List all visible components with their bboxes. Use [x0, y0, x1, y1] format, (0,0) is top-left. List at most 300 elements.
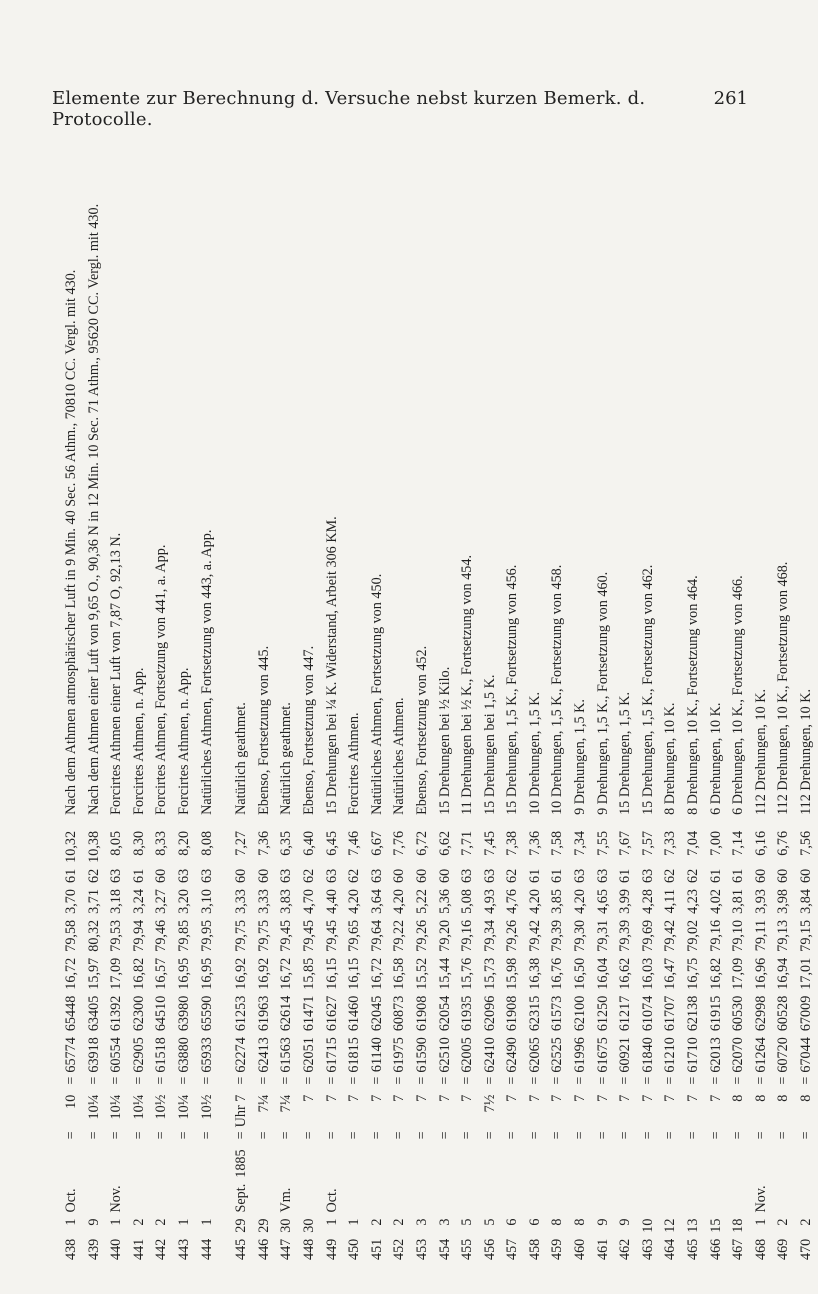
- col-eq: =: [108, 1131, 125, 1140]
- col-note: 15 Drehungen bei ½ Kilo.: [436, 666, 453, 815]
- col-eq2: =: [278, 1076, 295, 1085]
- col-year: [569, 1143, 592, 1177]
- col-co2: 5,22: [413, 889, 430, 914]
- table-row: [343, 198, 366, 1260]
- col-nitrogen: 79,95: [198, 919, 215, 952]
- col-oxygen: 15,98: [504, 957, 521, 990]
- col-note: 8 Drehungen, 10 K.: [662, 702, 679, 815]
- col-inspired: 61518: [153, 1037, 170, 1073]
- col-expired: 61250: [594, 995, 611, 1032]
- col-volume: 8,05: [108, 830, 125, 856]
- col-expired: 61963: [255, 995, 272, 1032]
- table-row: [298, 198, 321, 1260]
- col-time: 8: [775, 1094, 792, 1102]
- col-eq2: =: [504, 1076, 521, 1085]
- col-month: [659, 1178, 682, 1213]
- col-year: [105, 1143, 128, 1177]
- col-breaths: 61: [63, 868, 79, 884]
- col-breaths: 61: [130, 868, 147, 884]
- col-time: 8: [730, 1094, 747, 1102]
- col-year: [659, 1143, 682, 1177]
- col-note: Natürliches Athmen, Fortsetzung von 450.: [368, 573, 385, 815]
- col-time: 7½: [481, 1094, 498, 1113]
- col-nitrogen: 79,31: [594, 919, 611, 952]
- col-expired: 61074: [639, 995, 656, 1032]
- col-inspired: 62005: [459, 1037, 476, 1073]
- col-co2: 3,27: [153, 889, 170, 914]
- col-note: Ebenso, Fortsetzung von 447.: [300, 645, 317, 815]
- col-day: 6: [526, 1218, 543, 1226]
- col-nr: 463: [639, 1238, 656, 1260]
- col-oxygen: 16,76: [549, 957, 566, 990]
- col-volume: 7,67: [617, 830, 634, 856]
- col-breaths: 62: [504, 868, 521, 884]
- col-expired: 64510: [153, 995, 170, 1032]
- col-eq: =: [130, 1131, 147, 1140]
- col-volume: 7,34: [572, 830, 589, 856]
- table-row: [569, 198, 592, 1260]
- col-co2: 3,84: [798, 889, 814, 914]
- col-co2: 4,20: [572, 889, 589, 914]
- col-inspired: 60720: [775, 1037, 792, 1073]
- col-time: 10¼: [175, 1094, 192, 1120]
- col-nitrogen: 79,02: [685, 919, 702, 952]
- col-volume: 6,40: [300, 830, 317, 856]
- col-oxygen: 16,95: [175, 957, 192, 990]
- col-day: 1: [346, 1218, 363, 1226]
- col-month: [592, 1178, 615, 1213]
- col-breaths: 63: [323, 868, 340, 884]
- col-inspired: 62013: [707, 1037, 724, 1073]
- col-note: 15 Drehungen, 1,5 K.: [617, 691, 634, 815]
- col-breaths: 63: [572, 868, 589, 884]
- col-nitrogen: 80,32: [85, 919, 102, 952]
- col-eq: =: [798, 1131, 814, 1140]
- col-expired: 62054: [436, 995, 453, 1032]
- col-co2: 3,83: [278, 889, 295, 914]
- col-month: [727, 1178, 750, 1213]
- col-volume: 10,38: [85, 830, 102, 863]
- col-month: [705, 1178, 728, 1213]
- col-year: [173, 1143, 196, 1177]
- col-month: [83, 1178, 106, 1213]
- col-co2: 4,02: [707, 889, 724, 914]
- col-day: 1: [323, 1218, 340, 1226]
- col-time: 7: [526, 1094, 543, 1102]
- col-nitrogen: 79,22: [391, 919, 408, 952]
- col-nr: 466: [707, 1238, 724, 1260]
- col-year: [682, 1143, 705, 1177]
- col-year: [524, 1143, 547, 1177]
- col-nitrogen: 79,58: [63, 919, 79, 952]
- col-volume: 7,27: [233, 830, 250, 856]
- col-month: Oct.: [323, 1188, 340, 1213]
- col-day: 2: [368, 1218, 385, 1226]
- col-month: [253, 1178, 276, 1213]
- col-eq2: =: [639, 1076, 656, 1085]
- col-volume: 7,36: [255, 830, 272, 856]
- col-expired: 65448: [63, 995, 79, 1032]
- col-expired: 62315: [526, 995, 543, 1032]
- col-day: 29: [233, 1218, 250, 1233]
- col-oxygen: 16,72: [278, 957, 295, 990]
- col-oxygen: 16,04: [594, 957, 611, 990]
- col-day: 2: [798, 1218, 814, 1226]
- col-month: [128, 1178, 151, 1213]
- col-expired: 61392: [108, 995, 125, 1032]
- col-oxygen: 16,95: [198, 957, 215, 990]
- col-month: [546, 1178, 569, 1213]
- col-inspired: 62905: [130, 1037, 147, 1073]
- col-note: Ebenso, Fortsetzung von 452.: [413, 645, 430, 815]
- col-nr: 454: [436, 1238, 453, 1260]
- col-breaths: 62: [685, 868, 702, 884]
- col-eq2: =: [481, 1076, 498, 1085]
- col-month: [150, 1178, 173, 1213]
- col-inspired: 62410: [481, 1037, 498, 1073]
- col-inspired: 62490: [504, 1037, 521, 1073]
- col-day: 5: [481, 1218, 498, 1226]
- col-expired: 62300: [130, 995, 147, 1032]
- col-nr: 445: [233, 1238, 250, 1260]
- col-expired: 61935: [459, 995, 476, 1032]
- col-co2: 4,20: [391, 889, 408, 914]
- col-eq: =: [346, 1131, 363, 1140]
- col-nr: 468: [752, 1238, 769, 1260]
- col-time: 10½: [198, 1094, 215, 1120]
- col-breaths: 60: [775, 868, 792, 884]
- col-note: 10 Drehungen, 1,5 K.: [526, 691, 543, 815]
- col-day: 10: [639, 1218, 656, 1233]
- col-eq2: =: [413, 1076, 430, 1085]
- col-inspired: 61264: [752, 1037, 769, 1073]
- col-year: [592, 1143, 615, 1177]
- col-eq: =: [504, 1131, 521, 1140]
- col-co2: 4,40: [323, 889, 340, 914]
- col-oxygen: 16,58: [391, 957, 408, 990]
- col-time: 7: [391, 1094, 408, 1102]
- col-eq2: =: [685, 1076, 702, 1085]
- col-year: [321, 1143, 344, 1177]
- col-eq: =: [707, 1131, 724, 1140]
- col-oxygen: 16,38: [526, 957, 543, 990]
- col-note: 8 Drehungen, 10 K., Fortsetzung von 464.: [685, 575, 702, 815]
- col-eq: =: [85, 1131, 102, 1140]
- col-eq2: =: [526, 1076, 543, 1085]
- col-nr: 456: [481, 1238, 498, 1260]
- col-expired: 65590: [198, 995, 215, 1032]
- col-inspired: 61815: [346, 1037, 363, 1073]
- col-day: 9: [594, 1218, 611, 1226]
- col-year: [501, 1143, 524, 1177]
- col-nitrogen: 79,30: [572, 919, 589, 952]
- col-inspired: 61675: [594, 1037, 611, 1073]
- col-eq2: =: [617, 1076, 634, 1085]
- col-inspired: 65933: [198, 1037, 215, 1073]
- col-oxygen: 16,62: [617, 957, 634, 990]
- col-volume: 8,20: [175, 830, 192, 856]
- col-oxygen: 15,97: [85, 957, 102, 990]
- col-time: 7: [368, 1094, 385, 1102]
- col-oxygen: 15,76: [459, 957, 476, 990]
- col-time: 7: [549, 1094, 566, 1102]
- col-month: [196, 1178, 231, 1213]
- col-eq2: =: [798, 1076, 814, 1085]
- col-eq2: =: [108, 1076, 125, 1085]
- col-year: [388, 1143, 411, 1177]
- col-breaths: 63: [639, 868, 656, 884]
- col-note: Natürlich geathmet.: [233, 702, 250, 815]
- col-note: 9 Drehungen, 1,5 K., Fortsetzung von 460.: [594, 571, 611, 815]
- col-note: Natürliches Athmen, Fortsetzung von 443, a. App.: [198, 529, 215, 815]
- col-volume: 6,67: [368, 830, 385, 856]
- col-co2: 4,11: [662, 889, 679, 914]
- col-breaths: 61: [617, 868, 634, 884]
- col-co2: 3,85: [549, 889, 566, 914]
- table-row: [456, 198, 479, 1260]
- col-eq: =: [526, 1131, 543, 1140]
- col-co2: 3,64: [368, 889, 385, 914]
- col-oxygen: 16,94: [775, 957, 792, 990]
- col-nr: 452: [391, 1238, 408, 1260]
- col-breaths: 60: [391, 868, 408, 884]
- col-inspired: 60554: [108, 1037, 125, 1073]
- table-row: [524, 198, 547, 1260]
- col-expired: 60528: [775, 995, 792, 1032]
- col-month: [795, 1178, 818, 1213]
- col-co2: 5,08: [459, 889, 476, 914]
- col-oxygen: 17,09: [730, 957, 747, 990]
- col-breaths: 60: [752, 868, 769, 884]
- col-volume: 10,32: [63, 830, 79, 863]
- col-day: 18: [730, 1218, 747, 1233]
- col-oxygen: 17,09: [108, 957, 125, 990]
- col-eq2: =: [730, 1076, 747, 1085]
- col-volume: 8,08: [198, 830, 215, 856]
- col-inspired: 62510: [436, 1037, 453, 1073]
- col-inspired: 61710: [685, 1037, 702, 1073]
- col-eq2: =: [391, 1076, 408, 1085]
- col-nr: 462: [617, 1238, 634, 1260]
- col-co2: 4,20: [346, 889, 363, 914]
- col-oxygen: 16,57: [153, 957, 170, 990]
- table-row: [637, 198, 660, 1260]
- col-time: 7: [662, 1094, 679, 1102]
- col-inspired: 63880: [175, 1037, 192, 1073]
- col-nr: 448: [300, 1238, 317, 1260]
- col-nr: 444: [198, 1238, 215, 1260]
- col-expired: 61253: [233, 995, 250, 1032]
- col-volume: 7,14: [730, 830, 747, 856]
- col-volume: 7,45: [481, 830, 498, 856]
- col-inspired: 62051: [300, 1037, 317, 1073]
- table-row: [128, 198, 151, 1260]
- col-eq: =: [175, 1131, 192, 1140]
- col-note: Forcirtes Athmen.: [346, 712, 363, 815]
- table-row: [83, 198, 106, 1260]
- col-year: [411, 1143, 434, 1177]
- col-time: 10¼: [130, 1094, 147, 1120]
- col-eq: =: [549, 1131, 566, 1140]
- col-eq2: =: [300, 1076, 317, 1085]
- table-row: [275, 198, 298, 1260]
- col-time: 10¼: [108, 1094, 125, 1120]
- col-co2: 3,33: [233, 889, 250, 914]
- table-row: [321, 198, 344, 1260]
- col-eq2: =: [130, 1076, 147, 1085]
- col-nitrogen: 79,94: [130, 919, 147, 952]
- col-oxygen: 16,82: [707, 957, 724, 990]
- table-row: [727, 198, 750, 1260]
- col-inspired: 61563: [278, 1037, 295, 1073]
- col-breaths: 63: [594, 868, 611, 884]
- col-year: [275, 1143, 298, 1177]
- col-volume: 6,76: [775, 830, 792, 856]
- col-month: [682, 1178, 705, 1213]
- col-expired: 61627: [323, 995, 340, 1032]
- col-nitrogen: 79,16: [459, 919, 476, 952]
- col-oxygen: 16,82: [130, 957, 147, 990]
- col-nr: 441: [130, 1238, 147, 1260]
- col-month: [524, 1178, 547, 1213]
- col-eq: =: [278, 1131, 295, 1140]
- col-inspired: 62274: [233, 1037, 250, 1073]
- col-month: Nov.: [752, 1185, 769, 1213]
- col-breaths: 60: [255, 868, 272, 884]
- col-nitrogen: 79,34: [481, 919, 498, 952]
- col-nr: 438: [63, 1238, 79, 1260]
- col-nr: 465: [685, 1238, 702, 1260]
- col-day: 29: [255, 1218, 272, 1233]
- col-note: Forcirtes Athmen, n. App.: [130, 667, 147, 815]
- col-breaths: 62: [346, 868, 363, 884]
- col-eq2: =: [775, 1076, 792, 1085]
- col-day: 5: [459, 1218, 476, 1226]
- col-expired: 63980: [175, 995, 192, 1032]
- col-year: [750, 1143, 773, 1177]
- col-month: [388, 1178, 411, 1213]
- col-co2: 3,81: [730, 889, 747, 914]
- col-breaths: 62: [300, 868, 317, 884]
- col-eq: =: [685, 1131, 702, 1140]
- col-time: 7: [707, 1094, 724, 1102]
- col-co2: 3,10: [198, 889, 215, 914]
- col-oxygen: 16,92: [255, 957, 272, 990]
- col-day: 1: [198, 1218, 215, 1226]
- col-time: 10: [63, 1094, 79, 1109]
- col-nitrogen: 79,45: [278, 919, 295, 952]
- col-eq2: =: [175, 1076, 192, 1085]
- col-note: 112 Drehungen, 10 K.: [752, 688, 769, 815]
- col-nitrogen: 79,16: [707, 919, 724, 952]
- col-month: [614, 1178, 637, 1213]
- col-month: [173, 1178, 196, 1213]
- col-month: Nov.: [108, 1185, 125, 1213]
- col-day: 15: [707, 1218, 724, 1233]
- col-year: [637, 1143, 660, 1177]
- col-nr: 455: [459, 1238, 476, 1260]
- col-nitrogen: 79,53: [108, 919, 125, 952]
- col-day: 6: [504, 1218, 521, 1226]
- col-inspired: 61840: [639, 1037, 656, 1073]
- table-row: [173, 198, 196, 1260]
- col-note: Forcirtes Athmen, Fortsetzung von 441, a. App.: [153, 544, 170, 815]
- col-inspired: 65774: [63, 1037, 79, 1073]
- table-row: [614, 198, 637, 1260]
- col-month: [411, 1178, 434, 1213]
- col-day: 13: [685, 1218, 702, 1233]
- col-eq2: =: [594, 1076, 611, 1085]
- col-nitrogen: 79,20: [436, 919, 453, 952]
- col-day: 12: [662, 1218, 679, 1233]
- col-nr: 450: [346, 1238, 363, 1260]
- col-eq: =: [233, 1131, 250, 1140]
- col-time: 7¼: [255, 1094, 272, 1113]
- col-month: [298, 1178, 321, 1213]
- col-eq: =: [662, 1131, 679, 1140]
- col-oxygen: 15,73: [481, 957, 498, 990]
- col-day: 8: [572, 1218, 589, 1226]
- col-time: 7: [436, 1094, 453, 1102]
- col-note: Forcirtes Athmen, n. App.: [175, 667, 192, 815]
- col-co2: 4,93: [481, 889, 498, 914]
- col-oxygen: 15,44: [436, 957, 453, 990]
- col-inspired: 67044: [798, 1037, 814, 1073]
- table-row: [366, 198, 389, 1260]
- col-note: 15 Drehungen, 1,5 K., Fortsetzung von 462.: [639, 564, 656, 815]
- col-eq: =: [391, 1131, 408, 1140]
- table-row: [750, 198, 773, 1260]
- col-year: 1885: [233, 1149, 250, 1178]
- table-row: [150, 198, 173, 1260]
- col-eq2: =: [85, 1076, 102, 1085]
- col-note: 10 Drehungen, 1,5 K., Fortsetzung von 458.: [549, 564, 566, 815]
- col-year: [128, 1143, 151, 1177]
- col-co2: 4,28: [639, 889, 656, 914]
- col-oxygen: 16,50: [572, 957, 589, 990]
- col-note: 9 Drehungen, 1,5 K.: [572, 699, 589, 815]
- col-volume: 7,58: [549, 830, 566, 856]
- col-volume: 6,45: [323, 830, 340, 856]
- experiment-table: [60, 198, 818, 1260]
- col-eq: =: [775, 1131, 792, 1140]
- col-time: 7¼: [278, 1094, 295, 1113]
- table-row: [479, 198, 502, 1260]
- col-nr: 447: [278, 1238, 295, 1260]
- col-co2: 3,71: [85, 889, 102, 914]
- col-day: 2: [130, 1218, 147, 1226]
- col-expired: 61915: [707, 995, 724, 1032]
- col-eq2: =: [368, 1076, 385, 1085]
- table-row: [682, 198, 705, 1260]
- col-volume: 7,55: [594, 830, 611, 856]
- col-nr: 457: [504, 1238, 521, 1260]
- col-volume: 7,38: [504, 830, 521, 856]
- table-row: [501, 198, 524, 1260]
- col-day: 9: [617, 1218, 634, 1226]
- col-breaths: 61: [707, 868, 724, 884]
- col-volume: 6,35: [278, 830, 295, 856]
- col-co2: 4,76: [504, 889, 521, 914]
- table-row: [546, 198, 569, 1260]
- col-co2: 3,99: [617, 889, 634, 914]
- col-nitrogen: 79,65: [346, 919, 363, 952]
- col-expired: 62096: [481, 995, 498, 1032]
- col-eq2: =: [323, 1076, 340, 1085]
- col-nitrogen: 79,64: [368, 919, 385, 952]
- col-year: [614, 1143, 637, 1177]
- col-day: 1: [752, 1218, 769, 1226]
